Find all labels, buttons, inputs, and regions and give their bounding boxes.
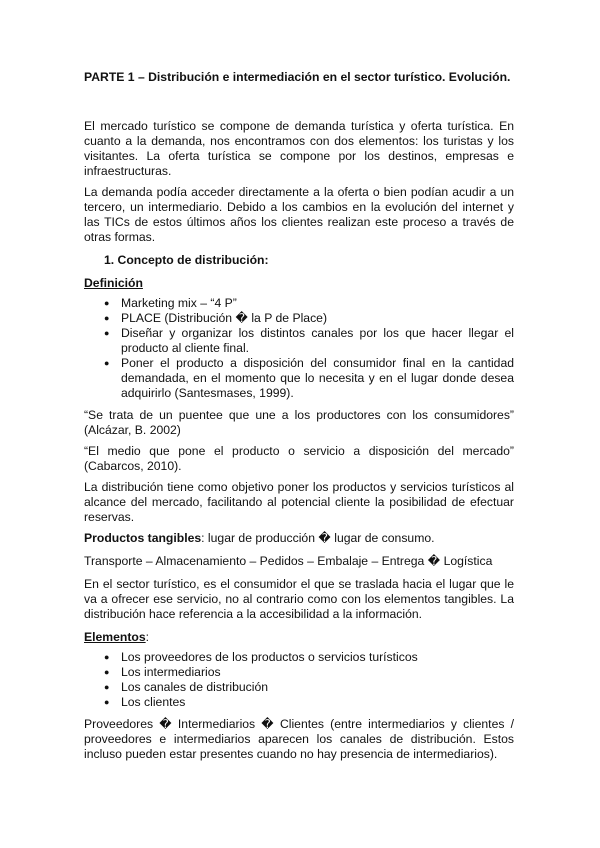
sector-paragraph: En el sector turístico, es el consumidor el que se traslada hacia el lugar que le va a ofrecer ese servicio, no al contrario como con los elementos tangibles. La distribución hace referencia a la accesibilidad a la información. [84, 577, 514, 621]
objetivo-paragraph: La distribución tiene como objetivo poner los productos y servicios turísticos al alcance del mercado, facilitando al potencial cliente la posibilidad de efectuar reservas. [84, 480, 514, 524]
definicion-heading: Definición [84, 276, 143, 290]
tangibles-paragraph [84, 531, 514, 546]
elementos-list [84, 650, 514, 710]
list-item: ● Los clientes [121, 695, 514, 710]
tangibles-label: Productos tangibles [84, 531, 202, 545]
list-item: ● Los canales de distribución [121, 680, 514, 695]
quote-paragraph: “Se trata de un puentee que une a los productores con los consumidores” (Alcázar, B. 2002) [84, 408, 514, 437]
list-item: ● PLACE (Distribución � la P de Place) [121, 311, 514, 326]
elementos-heading: Elementos [84, 630, 146, 644]
elementos-heading-wrap [84, 630, 514, 645]
list-item: ● Los intermediarios [121, 665, 514, 680]
document-page [84, 70, 514, 768]
intro-paragraph: La demanda podía acceder directamente a la oferta o bien podían acudir a un tercero, un intermediario. Debido a los cambios en la evolución del internet y las TICs de estos últimos años los clientes realizan este proceso a través de otras formas. [84, 185, 514, 244]
tangibles-text: : lugar de producción � lugar de consumo. [201, 531, 435, 545]
section-heading: 1. Concepto de distribución: [104, 253, 269, 267]
intro-paragraph: El mercado turístico se compone de demanda turística y oferta turística. En cuanto a la demanda, nos encontramos con dos elementos: los turistas y los visitantes. La oferta turística se compone por los destinos, empresas e infraestructuras. [84, 119, 514, 178]
page-title: PARTE 1 – Distribución e intermediación en el sector turístico. Evolución. [84, 70, 511, 84]
list-item: ● Marketing mix – “4 P” [121, 296, 514, 311]
cadena-paragraph: Transporte – Almacenamiento – Pedidos – Embalaje – Entrega � Logística [84, 554, 493, 568]
definicion-list [84, 296, 514, 401]
list-item: ● Los proveedores de los productos o servicios turísticos [121, 650, 514, 665]
quote-paragraph: “El medio que pone el producto o servicio a disposición del mercado” (Cabarcos, 2010). [84, 444, 514, 473]
elementos-colon: : [145, 630, 150, 644]
list-item: ● Diseñar y organizar los distintos canales por los que hacer llegar el producto al cliente final. [121, 326, 514, 356]
final-paragraph: Proveedores � Intermediarios � Clientes (entre intermediarios y clientes / proveedores e intermediarios aparecen los canales de distribución. Estos incluso pueden estar presentes cuando no hay presencia de intermediarios). [84, 717, 514, 761]
list-item: ● Poner el producto a disposición del consumidor final en la cantidad demandada, en el momento que lo necesita y en el lugar donde desea adquirirlo (Santesmases, 1999). [121, 356, 514, 401]
